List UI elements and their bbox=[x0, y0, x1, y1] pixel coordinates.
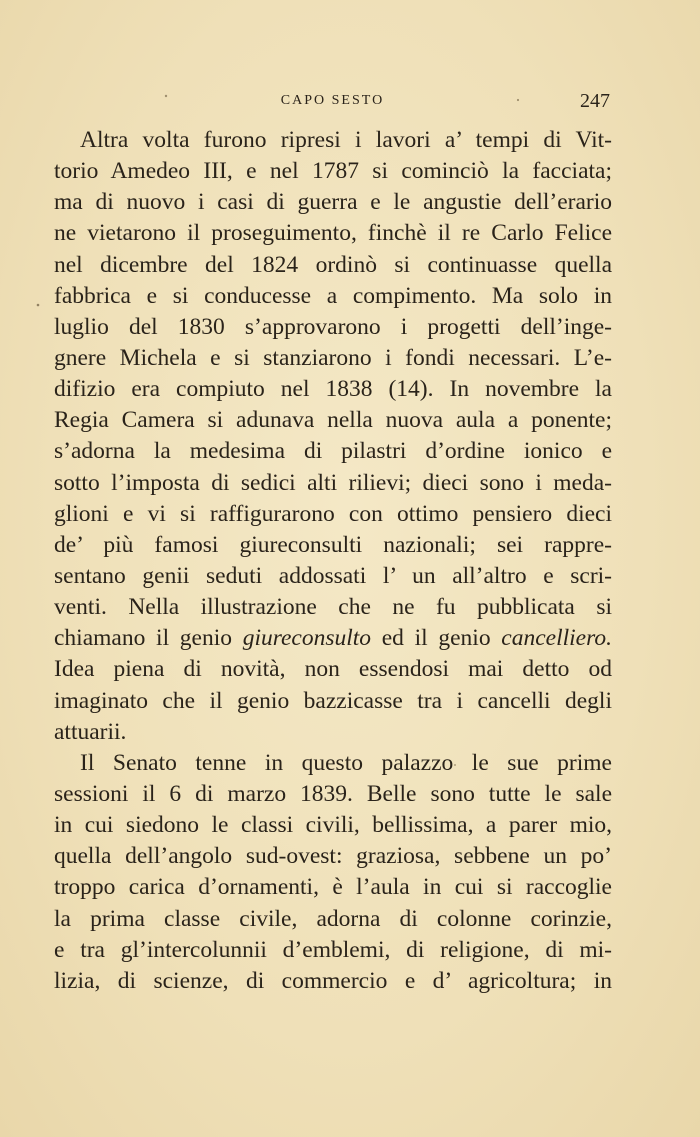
text-line: quella dell’angolo sud-ovest: graziosa, sebbene un po’ bbox=[54, 843, 612, 870]
text-line: sessioni il 6 di marzo 1839. Belle sono tutte le sale bbox=[54, 780, 612, 807]
text-segment: chiamano il genio bbox=[54, 625, 243, 652]
text-line: in cui siedono le classi civili, bellissima, a parer mio, bbox=[54, 812, 612, 839]
text-line: venti. Nella illustrazione che ne fu pubblicata si bbox=[54, 594, 612, 621]
text-line: glioni e vi si raffigurarono con ottimo pensiero dieci bbox=[54, 500, 612, 527]
text-line: troppo carica d’ornamenti, è l’aula in cui si raccoglie bbox=[54, 874, 612, 901]
text-line: lizia, di scienze, di commercio e d’ agricoltura; in bbox=[54, 967, 612, 994]
text-line: gnere Michela e si stanziarono i fondi necessari. L’e- bbox=[54, 344, 612, 371]
text-line: attuarii. bbox=[54, 718, 127, 745]
text-line: s’adorna la medesima di pilastri d’ordine ionico e bbox=[54, 438, 612, 465]
page-number: 247 bbox=[580, 90, 610, 112]
text-line: sotto l’imposta di sedici alti rilievi; dieci sono i meda- bbox=[54, 469, 612, 496]
page-header bbox=[55, 90, 610, 114]
text-line: ma di nuovo i casi di guerra e le angustie dell’erario bbox=[54, 189, 612, 216]
text-line-italics bbox=[54, 623, 612, 654]
text-line: la prima classe civile, adorna di colonne corinzie, bbox=[54, 905, 612, 932]
text-line: ne vietarono il proseguimento, finchè il re Carlo Felice bbox=[54, 220, 612, 247]
text-line: e tra gl’intercolunnii d’emblemi, di religione, di mi- bbox=[54, 936, 612, 963]
text-line: sentano genii seduti addossati l’ un all’altro e scri- bbox=[54, 562, 612, 589]
text-line: Regia Camera si adunava nella nuova aula a ponente; bbox=[54, 407, 612, 434]
text-line: Il Senato tenne in questo palazzo le sue prime bbox=[80, 749, 612, 776]
body-text bbox=[54, 125, 612, 997]
text-line: torio Amedeo III, e nel 1787 si cominciò la facciata; bbox=[54, 158, 612, 185]
text-segment: ed il genio bbox=[371, 625, 502, 652]
text-line: Idea piena di novità, non essendosi mai detto od bbox=[54, 656, 612, 683]
running-head: CAPO SESTO bbox=[280, 93, 385, 108]
text-line: nel dicembre del 1824 ordinò si continuasse quella bbox=[54, 251, 612, 278]
text-line: imaginato che il genio bazzicasse tra i cancelli degli bbox=[54, 687, 612, 714]
text-line: de’ più famosi giureconsulti nazionali; sei rappre- bbox=[54, 531, 612, 558]
text-line: difizio era compiuto nel 1838 (14). In novembre la bbox=[54, 376, 612, 403]
italic-term-cancelliero: cancelliero. bbox=[501, 625, 612, 652]
text-line: luglio del 1830 s’approvarono i progetti dell’inge- bbox=[54, 313, 612, 340]
text-line: fabbrica e si conducesse a compimento. Ma solo in bbox=[54, 282, 612, 309]
italic-term-giureconsulto: giureconsulto bbox=[242, 625, 372, 652]
text-line: Altra volta furono ripresi i lavori a’ tempi di Vit- bbox=[80, 127, 612, 153]
